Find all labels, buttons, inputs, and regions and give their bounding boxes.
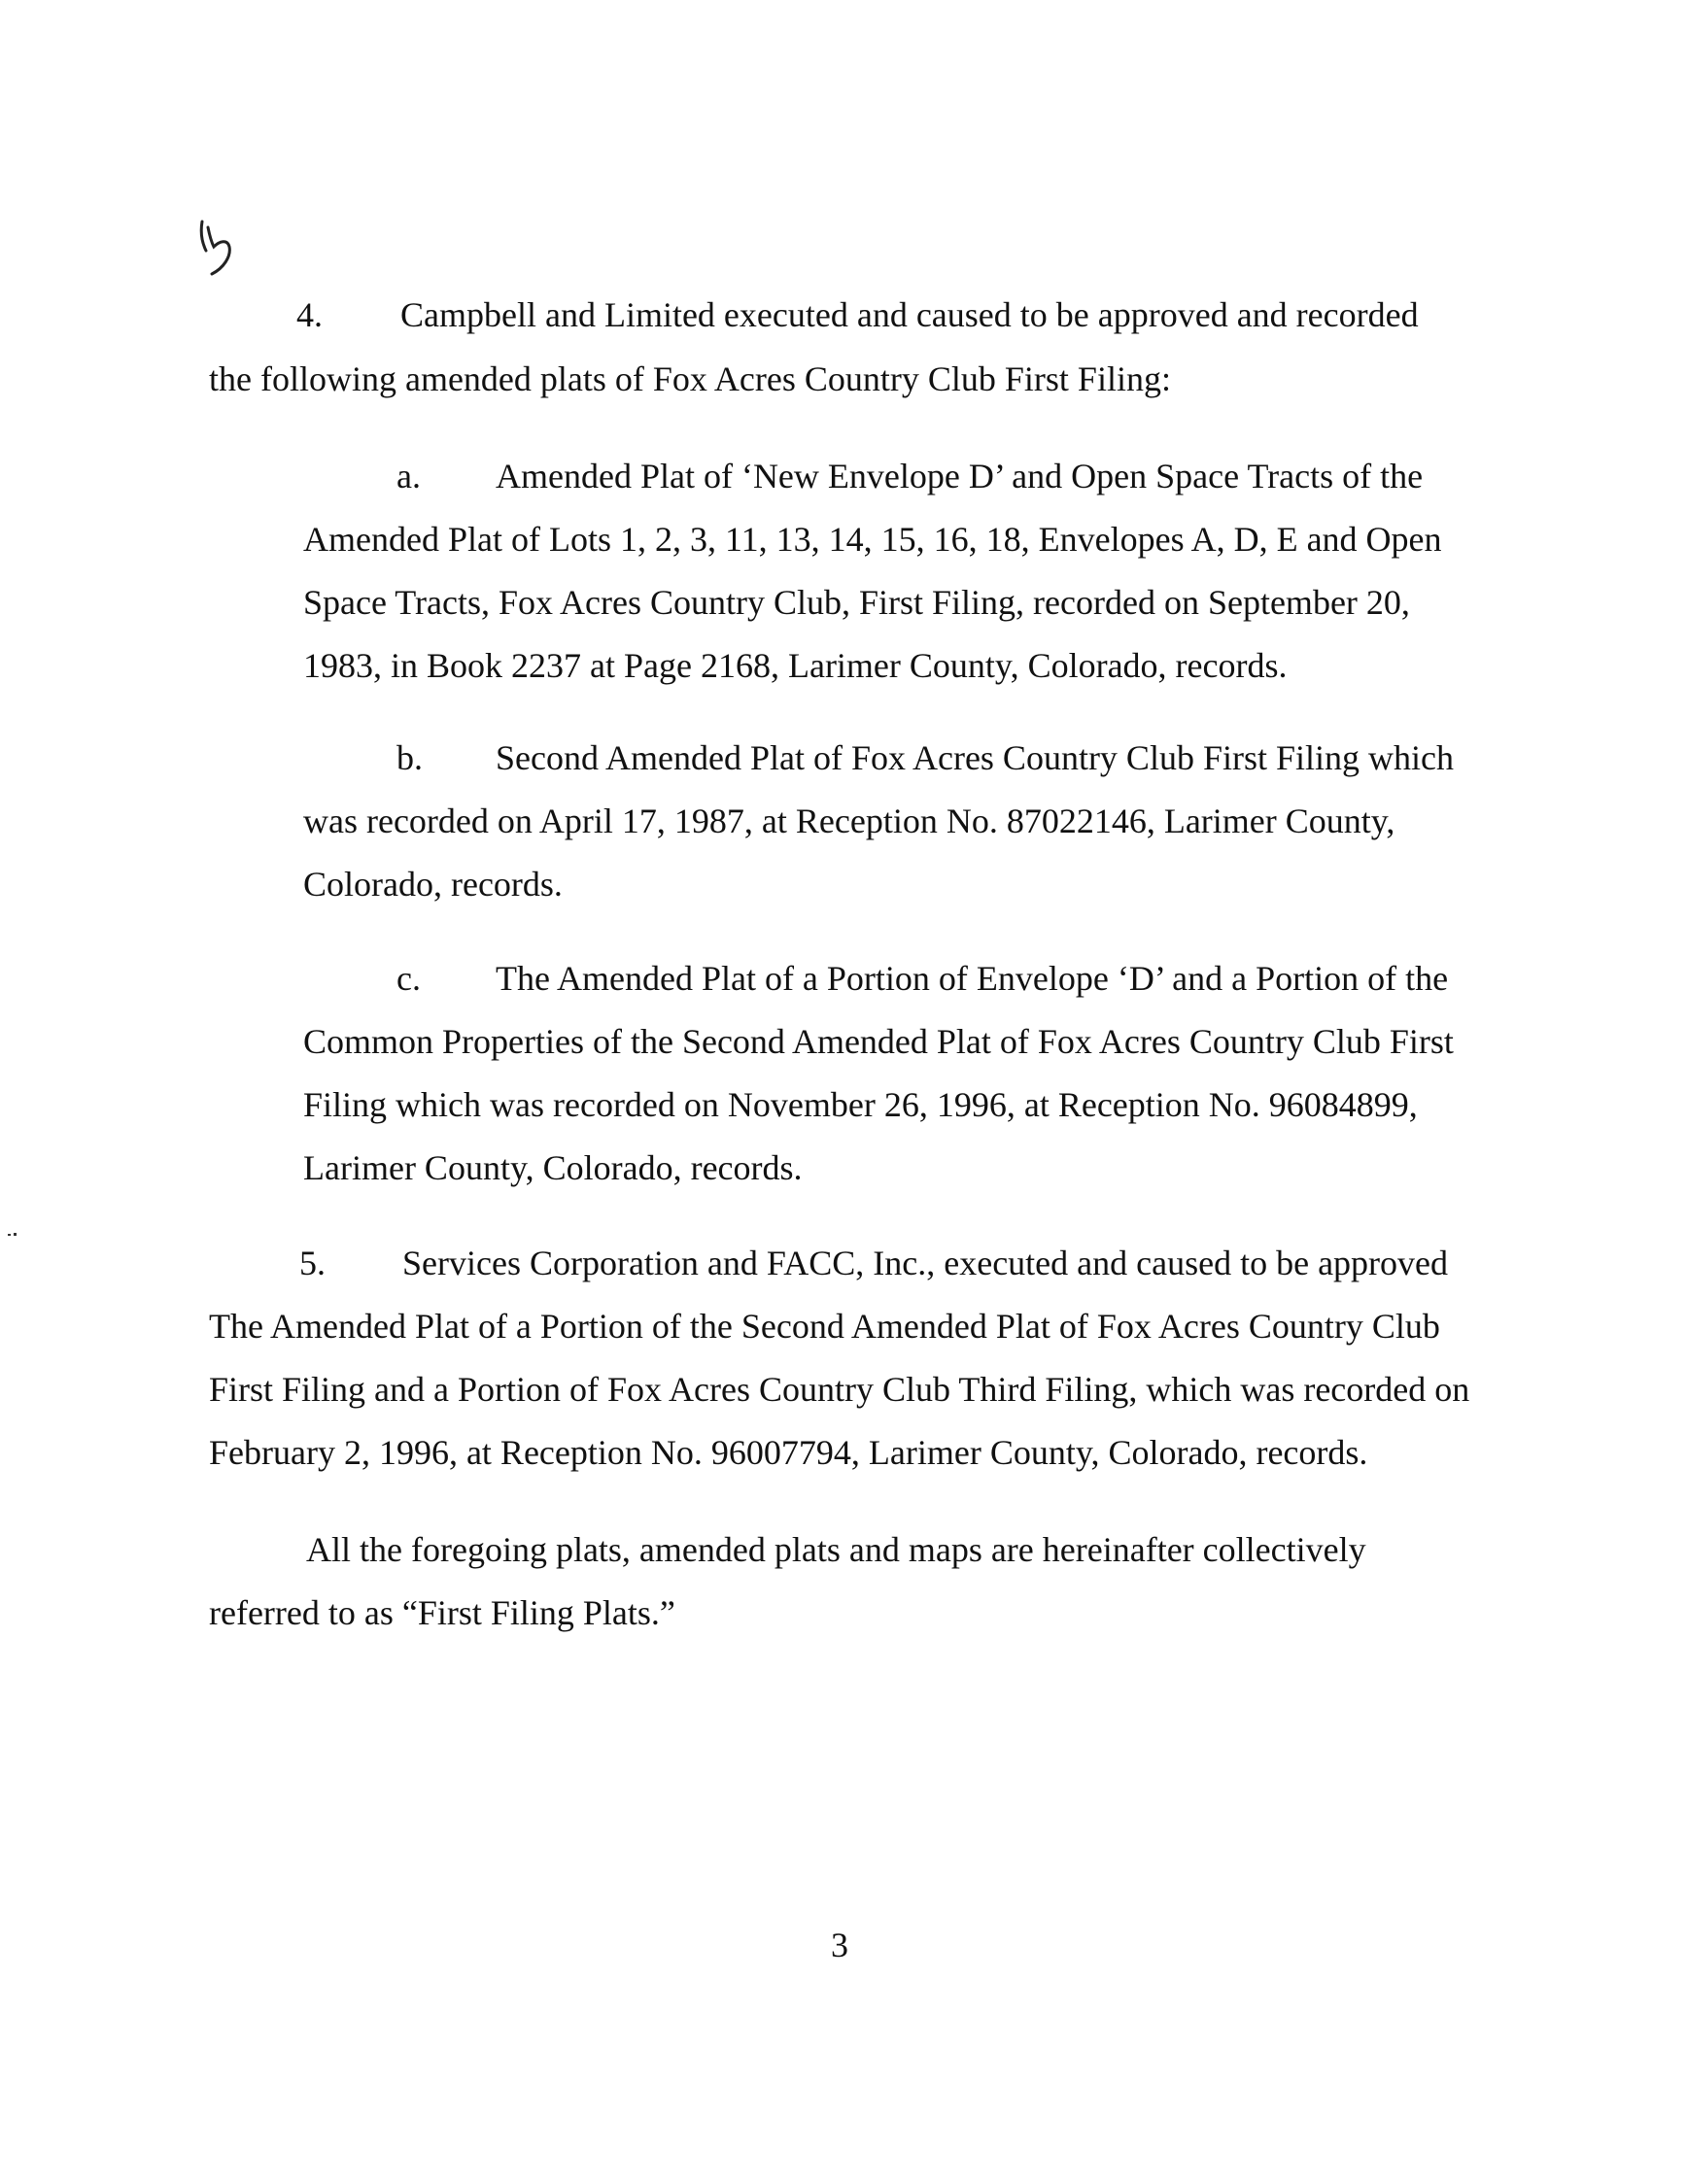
paragraph-5-line-4: February 2, 1996, at Reception No. 96007794, Larimer County, Colorado, records. bbox=[209, 1433, 1368, 1472]
item-c-label: c. bbox=[396, 959, 421, 998]
page-number: 3 bbox=[831, 1926, 848, 1964]
item-b-line-2: was recorded on April 17, 1987, at Reception No. 87022146, Larimer County, bbox=[303, 802, 1395, 840]
paragraph-4-line-1: Campbell and Limited executed and caused to be approved and recorded bbox=[400, 295, 1419, 334]
item-c-line-2: Common Properties of the Second Amended Plat of Fox Acres Country Club First bbox=[303, 1022, 1454, 1061]
item-c-line-4: Larimer County, Colorado, records. bbox=[303, 1148, 803, 1187]
closing-line-1: All the foregoing plats, amended plats and maps are hereinafter collectively bbox=[306, 1530, 1366, 1569]
item-a-line-3: Space Tracts, Fox Acres Country Club, First Filing, recorded on September 20, bbox=[303, 583, 1410, 622]
item-b-line-1: Second Amended Plat of Fox Acres Country Club First Filing which bbox=[496, 738, 1454, 777]
paragraph-5-line-2: The Amended Plat of a Portion of the Second Amended Plat of Fox Acres Country Club bbox=[209, 1307, 1440, 1346]
paragraph-5-line-1: Services Corporation and FACC, Inc., executed and caused to be approved bbox=[402, 1244, 1449, 1282]
paragraph-4-line-2: the following amended plats of Fox Acres Country Club First Filing: bbox=[209, 359, 1171, 398]
item-c-line-1: The Amended Plat of a Portion of Envelope ‘D’ and a Portion of the bbox=[496, 959, 1449, 998]
paragraph-5-number: 5. bbox=[299, 1244, 326, 1282]
item-a-line-4: 1983, in Book 2237 at Page 2168, Larimer County, Colorado, records. bbox=[303, 646, 1288, 685]
closing-line-2: referred to as “First Filing Plats.” bbox=[209, 1593, 675, 1632]
item-a-line-2: Amended Plat of Lots 1, 2, 3, 11, 13, 14, 15, 16, 18, Envelopes A, D, E and Open bbox=[303, 520, 1442, 559]
item-a-label: a. bbox=[396, 457, 421, 495]
handwritten-initial-mark bbox=[194, 214, 253, 291]
item-c-line-3: Filing which was recorded on November 26, 1996, at Reception No. 96084899, bbox=[303, 1085, 1418, 1124]
paragraph-4-number: 4. bbox=[296, 295, 323, 334]
scan-speck bbox=[8, 1232, 17, 1238]
item-a-line-1: Amended Plat of ‘New Envelope D’ and Open Space Tracts of the bbox=[496, 457, 1424, 495]
item-b-label: b. bbox=[396, 738, 423, 777]
item-b-line-3: Colorado, records. bbox=[303, 865, 563, 904]
paragraph-5-line-3: First Filing and a Portion of Fox Acres Country Club Third Filing, which was recorded on bbox=[209, 1370, 1470, 1409]
